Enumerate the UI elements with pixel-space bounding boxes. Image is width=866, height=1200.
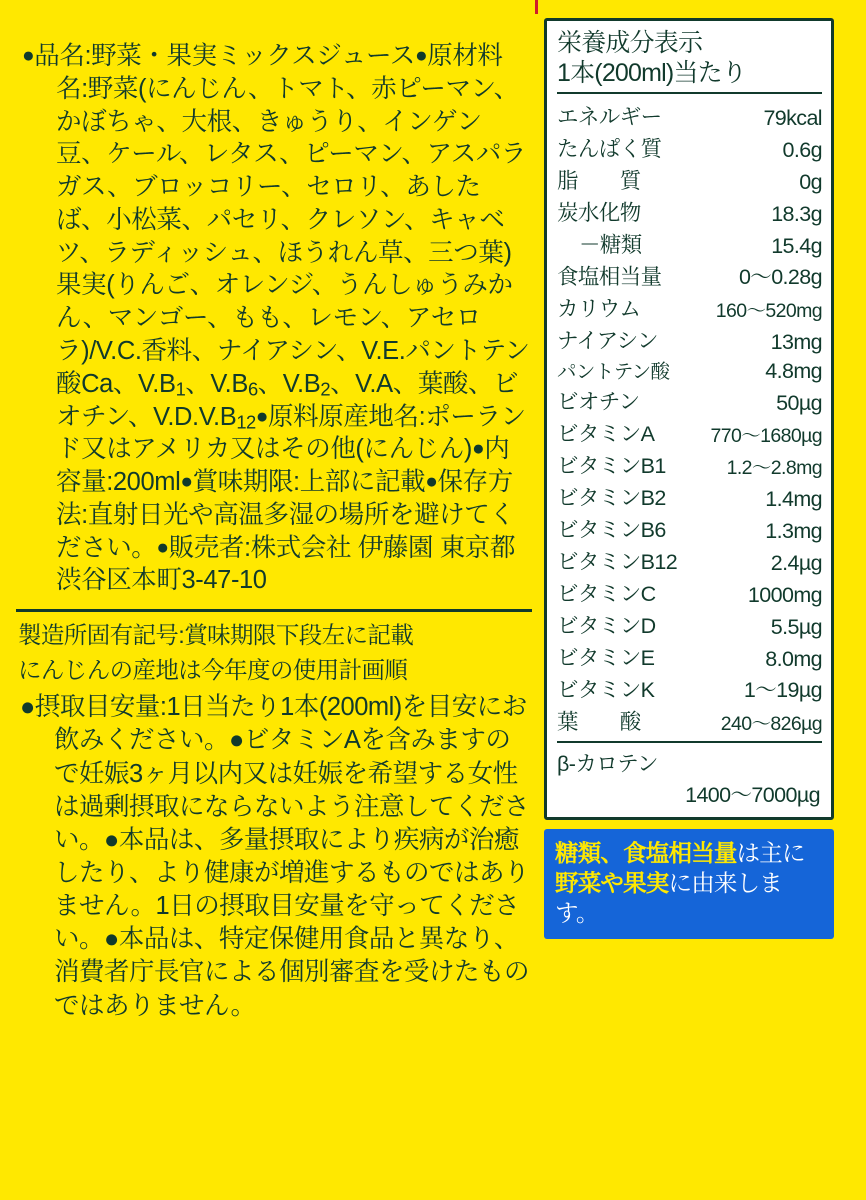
nutrient-value: 240～826µg bbox=[720, 712, 822, 735]
nutrient-value: 18.3g bbox=[771, 201, 822, 226]
table-row bbox=[557, 259, 822, 291]
nutrient-value: 50µg bbox=[776, 390, 822, 415]
nutrient-label: 炭水化物 bbox=[557, 200, 641, 225]
table-row bbox=[557, 672, 822, 704]
nutrient-label: ビタミンA bbox=[557, 421, 655, 446]
table-row bbox=[557, 576, 822, 608]
table-row bbox=[557, 131, 822, 163]
carotene-row bbox=[557, 741, 822, 809]
table-row bbox=[557, 640, 822, 672]
manufacturer-code-line-1: 製造所固有記号:賞味期限下段左に記載 bbox=[18, 622, 414, 649]
left-column bbox=[14, 18, 534, 1188]
nutrient-value: 0g bbox=[799, 169, 822, 194]
nutrient-value: 1～19µg bbox=[743, 677, 822, 702]
nutrition-title-line-2: 1本(200ml)当たり bbox=[557, 58, 747, 87]
nutrient-label: たんぱく質 bbox=[557, 136, 662, 161]
bullet-icon: ● bbox=[472, 437, 485, 461]
nutrient-value: 160～520mg bbox=[715, 299, 822, 322]
nutrition-title-line-1: 栄養成分表示 bbox=[557, 29, 703, 57]
manufacturer-code-line-2: にんじんの産地は今年度の使用計画順 bbox=[18, 656, 408, 683]
nutrient-label: エネルギー bbox=[557, 104, 662, 129]
table-row bbox=[557, 355, 822, 384]
carotene-value: 1400～7000µg bbox=[685, 783, 820, 807]
nutrient-label: ビタミンC bbox=[557, 581, 656, 606]
nutrient-value: 15.4g bbox=[771, 233, 822, 258]
table-row bbox=[557, 195, 822, 227]
source-note-box bbox=[544, 829, 834, 939]
nutrient-label: ビタミンB2 bbox=[557, 485, 666, 510]
nutrient-value: 1.3mg bbox=[765, 518, 822, 543]
nutrient-value: 1.4mg bbox=[765, 486, 822, 511]
nutrient-label: ビタミンB6 bbox=[557, 517, 666, 542]
nutrient-value: 4.8mg bbox=[765, 358, 822, 383]
nutrient-label: ビタミンK bbox=[557, 677, 655, 702]
nutrient-value: 1.2～2.8mg bbox=[726, 456, 822, 479]
nutrient-label: －糖類 bbox=[579, 232, 642, 257]
nutrient-value: 1000mg bbox=[747, 582, 822, 607]
table-row bbox=[557, 291, 822, 323]
bullet-icon: ● bbox=[156, 535, 169, 559]
nutrient-label: ナイアシン bbox=[557, 328, 658, 353]
nutrition-table bbox=[557, 99, 822, 736]
carotene-label: β-カロテン bbox=[557, 752, 658, 776]
source-note-highlight-2: 野菜や果実 bbox=[555, 870, 669, 897]
table-row bbox=[557, 544, 822, 576]
nutrient-label: 脂 質 bbox=[557, 168, 641, 193]
bullet-icon: ● bbox=[414, 44, 428, 67]
table-row bbox=[557, 448, 822, 480]
nutrient-label: 葉 酸 bbox=[557, 709, 641, 734]
nutrient-label: ビタミンB12 bbox=[557, 549, 678, 574]
ingredients-block: ●品名:野菜・果実ミックスジュース●原材料名:野菜(にんじん、トマト、赤ピーマン、かぼちゃ、大根、きゅうり、インゲン豆、ケール、レタス、ピーマン、アスパラガス、ブロッコリー、セロリ、あしたば、小松菜、パセリ、クレソン、キャベツ、ラディッシュ、ほうれん草、三つ葉)果実(りんご、オレンジ、うんしゅうみかん、マンゴー、もも、レモン、アセロラ)/V.C.香料、ナイアシン、V.E.パントテン酸Ca、V.B1、V.B6、V.B2、V.A、葉酸、ビオチン、V.D.V.B12●原料原産地名:ポーランド又はアメリカ又はその他(にんじん)●内容量:200ml●賞味期限:上部に記載●保存方法:直射日光や高温多湿の場所を避けてください。●販売者:株式会社 伊藤園 東京都渋谷区本町3-47-10 bbox=[22, 42, 530, 595]
nutrient-value: 8.0mg bbox=[765, 646, 822, 671]
section-divider bbox=[16, 609, 532, 612]
bullet-icon: ● bbox=[425, 470, 438, 494]
nutrient-label: ビオチン bbox=[557, 389, 640, 414]
table-row bbox=[557, 99, 822, 131]
bullet-icon: ● bbox=[22, 44, 35, 67]
nutrient-value: 770～1680µg bbox=[710, 424, 822, 447]
table-row bbox=[557, 163, 822, 195]
table-row bbox=[557, 227, 822, 259]
nutrient-label: 食塩相当量 bbox=[557, 264, 662, 289]
bullet-icon: ● bbox=[180, 470, 193, 494]
nutrient-label: ビタミンD bbox=[557, 613, 656, 638]
nutrient-value: 13mg bbox=[770, 329, 822, 354]
nutrition-title bbox=[557, 29, 822, 88]
table-row bbox=[557, 608, 822, 640]
nutrient-value: 2.4µg bbox=[770, 550, 822, 575]
intake-notice-block: ●摂取目安量:1日当たり1本(200ml)を目安にお飲みください。●ビタミンAを含みますので妊娠3ヶ月以内又は妊娠を希望する女性は過剰摂取にならないよう注意してください。●本品は、多量摂取により疾病が治癒したり、より健康が増進するものではありません。1日の摂取目安量を守ってください。●本品は、特定保健用食品と異なり、消費者庁長官による個別審査を受けたものではありません。 bbox=[20, 693, 530, 1020]
nutrient-label: カリウム bbox=[557, 296, 641, 321]
table-row bbox=[557, 416, 822, 448]
table-row bbox=[557, 384, 822, 416]
nutrient-label: ビタミンE bbox=[557, 645, 655, 670]
nutrition-rule bbox=[557, 92, 822, 94]
table-row bbox=[557, 512, 822, 544]
right-column bbox=[544, 18, 834, 1188]
nutrient-value: 0.6g bbox=[782, 137, 822, 162]
nutrient-value: 5.5µg bbox=[770, 614, 822, 639]
nutrient-value: 0～0.28g bbox=[738, 264, 822, 289]
nutrition-facts-box bbox=[544, 18, 834, 820]
source-note-text-2: に由来します。 bbox=[555, 870, 782, 927]
bullet-icon: ● bbox=[255, 404, 269, 428]
nutrient-label: パントテン酸 bbox=[557, 360, 670, 383]
table-row bbox=[557, 480, 822, 512]
source-note-highlight-1: 糖類、食塩相当量 bbox=[555, 840, 737, 866]
source-note-text-1: は主に bbox=[736, 840, 805, 866]
table-row bbox=[557, 704, 822, 736]
table-row bbox=[557, 323, 822, 355]
nutrient-value: 79kcal bbox=[763, 105, 822, 130]
nutrient-label: ビタミンB1 bbox=[557, 453, 666, 478]
